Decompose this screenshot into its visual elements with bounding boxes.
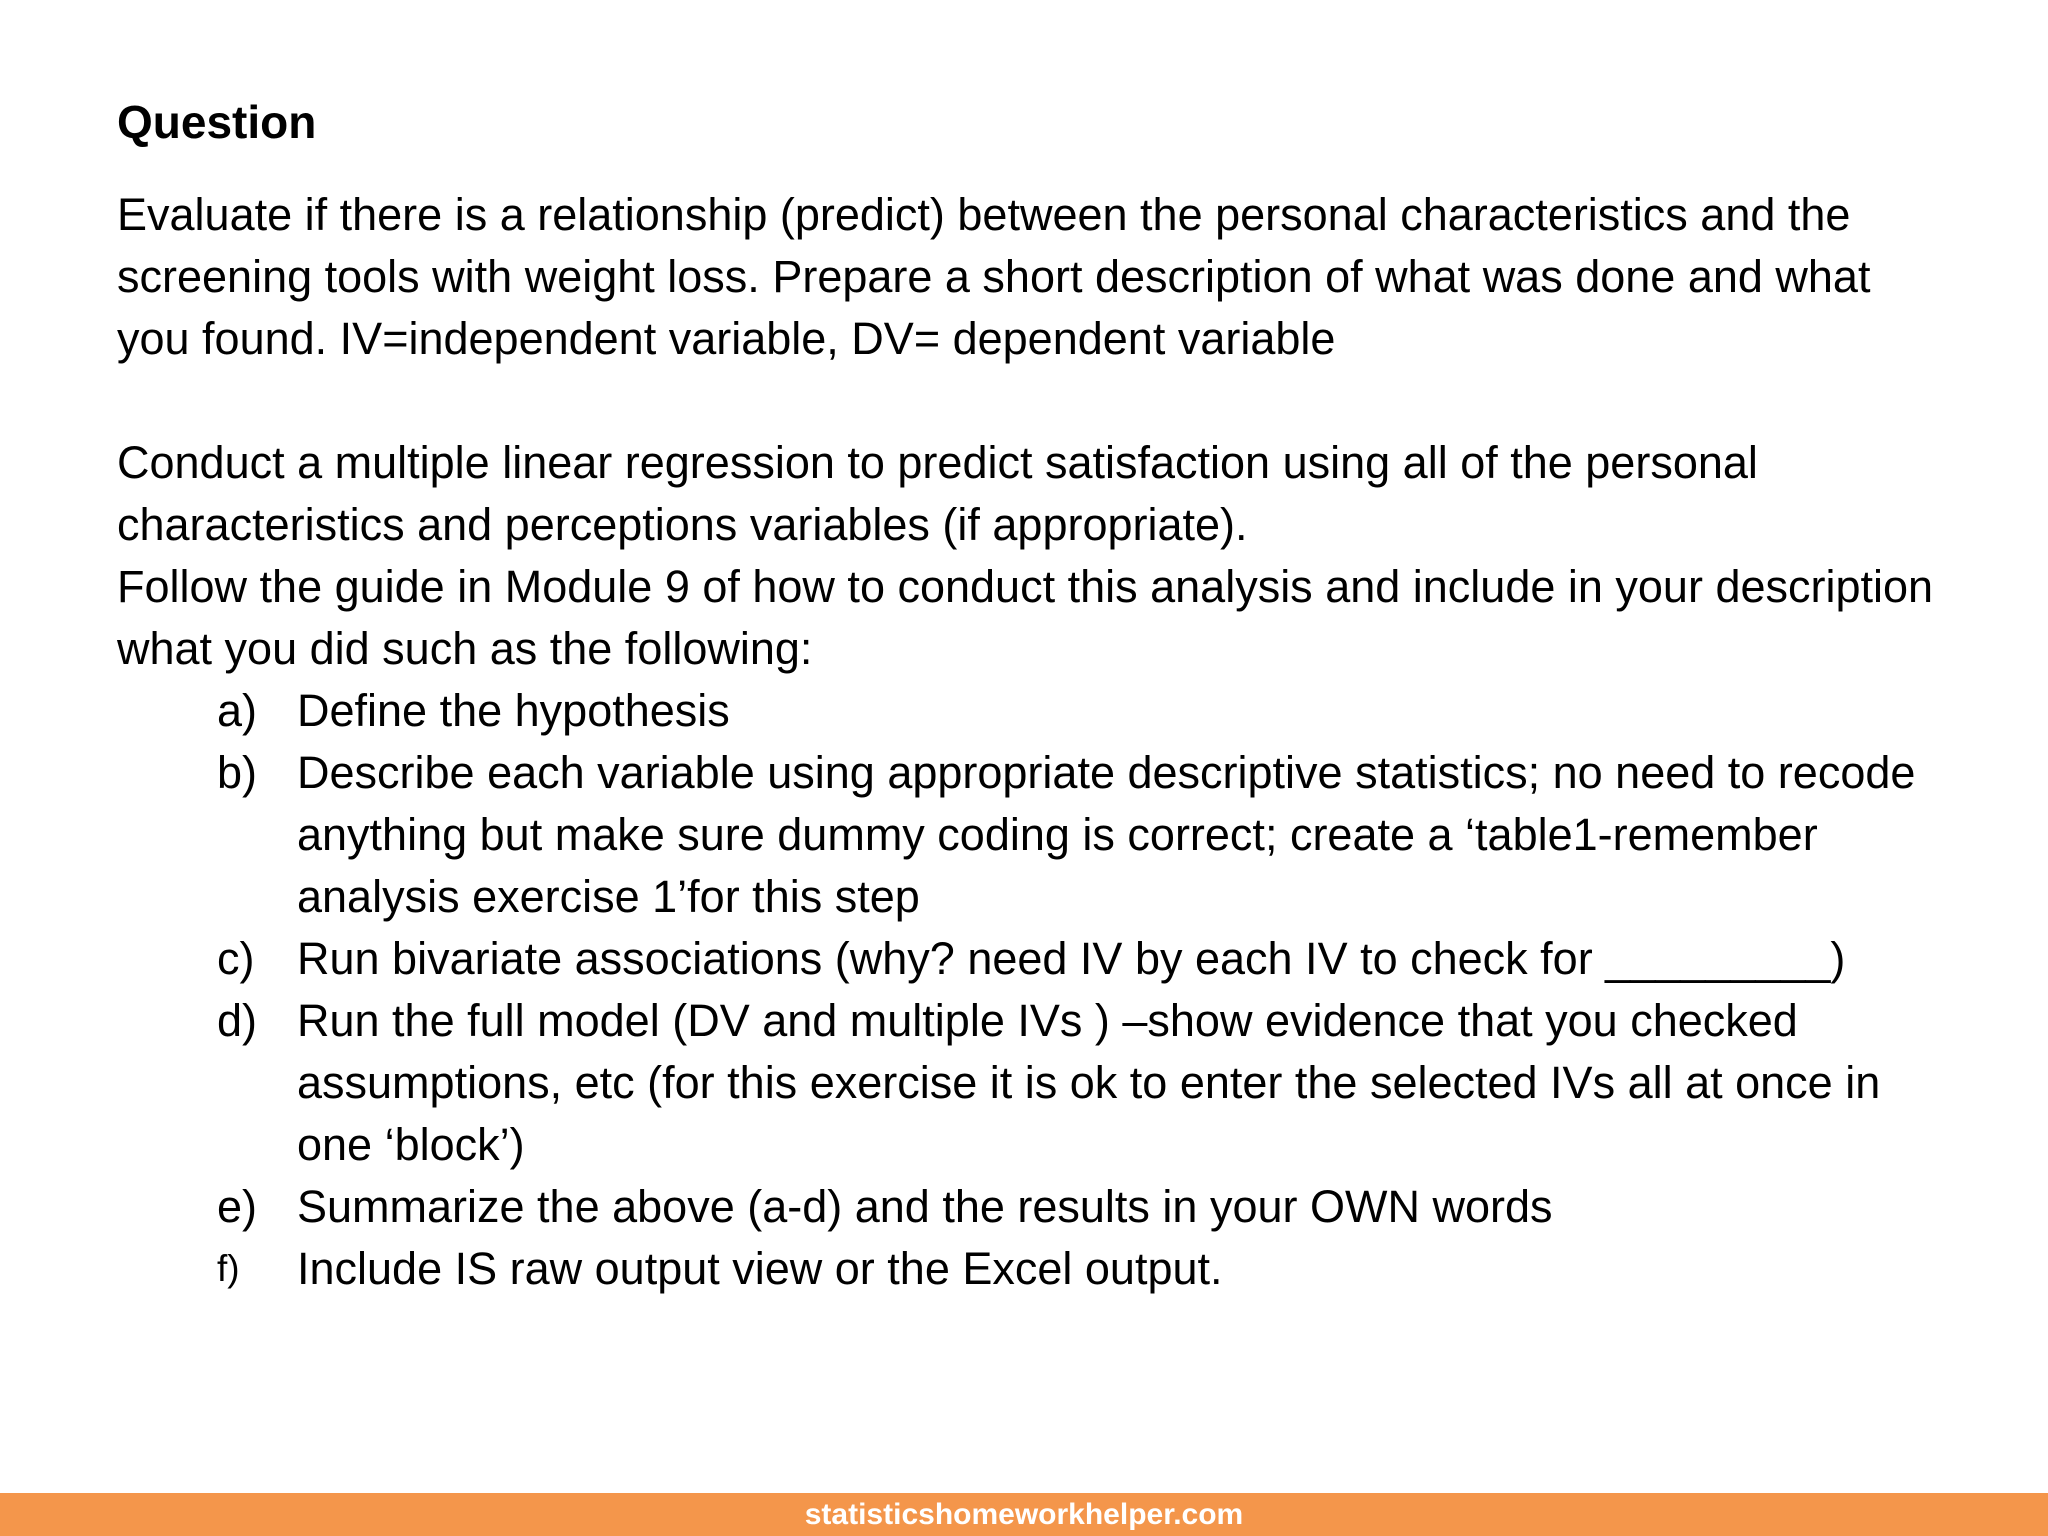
slide-content: [117, 90, 1947, 1300]
task-list: [117, 680, 1947, 1300]
instruction-paragraph-2: Follow the guide in Module 9 of how to conduct this analysis and include in your description what you did such as the following:: [117, 561, 1934, 674]
task-letter: f): [217, 1248, 240, 1289]
list-item: [117, 1176, 1947, 1238]
task-text: Define the hypothesis: [297, 685, 730, 736]
task-letter: e): [217, 1181, 258, 1232]
list-item: [117, 680, 1947, 742]
task-letter: a): [217, 685, 258, 736]
task-text: Run bivariate associations (why? need IV by each IV to check for _________): [297, 933, 1846, 984]
footer-website-text: statisticshomeworkhelper.com: [804, 1497, 1244, 1531]
list-item: [117, 742, 1947, 928]
list-item: [117, 990, 1947, 1176]
question-heading: Question: [117, 96, 317, 148]
intro-paragraph: Evaluate if there is a relationship (predict) between the personal characteristics and the screening tools with weight loss. Prepare a short description of what was done and what you found. IV=independent variable, DV= dependent variable: [117, 189, 1871, 364]
task-letter: c): [217, 933, 255, 984]
footer-bar: [0, 1493, 2048, 1536]
list-item: [117, 928, 1947, 990]
task-text: Describe each variable using appropriate descriptive statistics; no need to recode anything but make sure dummy coding is correct; create a ‘table1-remember analysis exercise 1’for this step: [297, 747, 1916, 922]
task-letter: d): [217, 995, 258, 1046]
instruction-paragraph-1: Conduct a multiple linear regression to predict satisfaction using all of the personal characteristics and perceptions variables (if appropriate).: [117, 437, 1758, 550]
task-text: Run the full model (DV and multiple IVs ) –show evidence that you checked assumptions, etc (for this exercise it is ok to enter the selected IVs all at once in one ‘block’): [297, 995, 1881, 1170]
task-text: Summarize the above (a-d) and the results in your OWN words: [297, 1181, 1553, 1232]
list-item: [117, 1238, 1947, 1300]
task-text: Include IS raw output view or the Excel output.: [297, 1243, 1223, 1294]
task-letter: b): [217, 747, 258, 798]
